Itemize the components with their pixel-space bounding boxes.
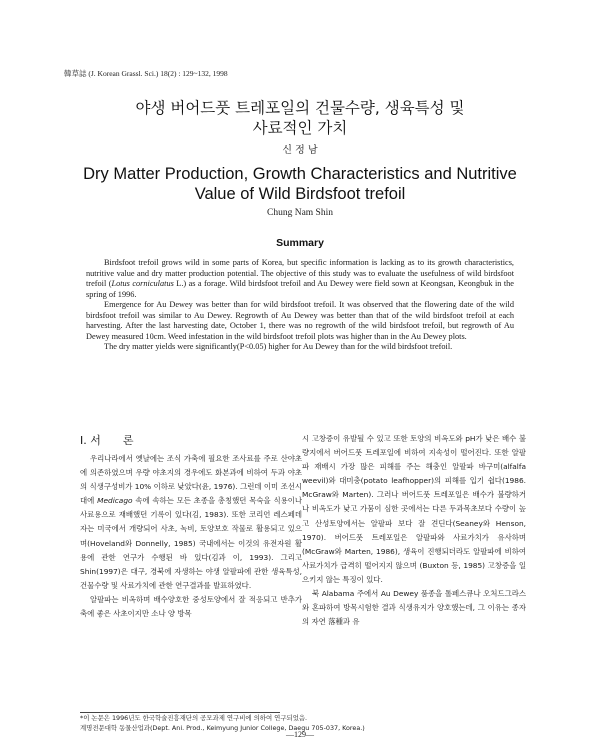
left-paragraph-2: 알팔파는 비옥하며 배수양호한 중성토양에서 잘 적응되고 반추가축에 좋은 사초이지만 소나 양 방목 <box>80 594 302 619</box>
footnote-funding: *이 논문은 1996년도 한국학술진흥재단의 공모과제 연구비에 의하여 연구되었음. <box>80 714 308 722</box>
english-author: Chung Nam Shin <box>267 208 333 218</box>
footnote-divider <box>80 712 280 713</box>
korean-author: 신 정 남 <box>282 145 318 156</box>
left-paragraph-1: 우리나라에서 옛날에는 조식 가축에 필요한 조사료를 주로 산야초에 의존하였으며 우량 야초지의 경우에도 화본과에 비하여 두과 야초의 식생구성비가 10% 이하로 낮았다(윤, 1976). 그런데 이미 조선시대에 Medicago 속에 속하는 모든 초종을 총칭했던 목숙을 식용이나 사료용으로 재배했던 기록이 있다(김, 1983). 또한 코리언 레스페데자는 미국에서 개량되어 사초, 녹비, 토양보호 작물로 활용되고 있으며(Hoveland와 Donnelly, 1985) 국내에서는 이것의 유전자원 활용에 관한 연구가 수행된 바 있다(김과 이, 1993). 그리고 Shin(1997)은 대구, 경북에 자생하는 야생 알팔파에 관한 생육특성, 건물수량 및 사료가치에 관한 연구결과를 발표하였다. <box>80 454 302 590</box>
section-heading-introduction: I. 서 론 <box>80 434 134 447</box>
english-title-line-1: Dry Matter Production, Growth Characteristics and Nutritive <box>83 165 517 183</box>
right-paragraph-2: 북 Alabama 주에서 Au Dewey 품종을 톨페스큐나 오처드그라스와 혼파하여 방목시험한 결과 식생유지가 양호했는데, 그 이유는 종자의 자연 落種과 유 <box>302 589 526 627</box>
journal-citation: 韓草誌 (J. Korean Grassl. Sci.) 18(2) : 129~132, 1998 <box>64 69 228 78</box>
summary-paragraph-1: Birdsfoot trefoil grows wild in some parts of Korea, but specific information is lacking as to its growth characteristics, nutritive value and dry matter production potential. The objective of this study was to evaluate the usefulness of wild birdsfoot trefoil (Lotus corniculatus L.) as a forage. Wild birdsfoot trefoil and Au Dewey were field sown at Keongsan, Keongbuk in the spring of 1996. <box>86 258 514 299</box>
korean-title-line-1: 야생 버어드풋 트레포일의 건물수량, 생육특성 및 <box>135 99 465 117</box>
right-column <box>302 432 526 629</box>
right-paragraph-1: 시 고창증이 유발될 수 있고 또한 토양의 비옥도와 pH가 낮은 배수 불량지에서 버어드풋 트레포일에 비하여 지속성이 떨어진다. 또한 알팔파 재배시 가장 많은 피해를 주는 해충인 알팔파 바구미(alfalfa weevil)와 대미충(potato leafhopper)의 피해를 입기 쉽다(1986. McGraw와 Marten). 그러나 버어드풋 트레포일은 배수가 불량하거나 비옥도가 낮고 가뭄이 심한 곳에서는 다른 두과목초보다 수량이 높고 산성토양에서는 알팔파 보다 잘 견딘다(Seaney와 Henson, 1970). 버어드풋 트레포일은 알팔파와 사료가치가 유사하며 (McGraw와 Marten, 1986), 생육이 진행되더라도 알팔파에 비하여 사료가치가 급격히 떨어지지 않으며 (Buxton 등, 1985) 고창증을 일으키지 않는 특징이 있다. <box>302 434 526 584</box>
page-number: —129— <box>286 730 314 739</box>
korean-title <box>0 98 600 138</box>
left-column <box>80 452 302 621</box>
species-name: Lotus corniculatus <box>111 279 174 288</box>
summary-paragraph-2: Emergence for Au Dewey was better than for wild birdsfoot trefoil. It was observed that the flowering date of the wild birdsfoot trefoil was similar to Au Dewey. Regrowth of Au Dewey was better than that of the wild birdsfoot trefoil at each harvesting. After the last harvesting date, October 1, there was no regrowth of the wild birdsfoot trefoil, but regrowth of Au Dewey measured 10cm. Weed infestation in the wild birdsfoot trefoil plots was higher than in the Au Dewey plots. <box>86 300 514 341</box>
english-title-line-2: Value of Wild Birdsfoot trefoil <box>194 185 406 203</box>
english-title <box>0 164 600 204</box>
genus-name: Medicago <box>97 496 133 506</box>
korean-title-line-2: 사료적인 가치 <box>252 119 348 137</box>
summary-heading: Summary <box>276 237 324 249</box>
summary-paragraph-3: The dry matter yields were significantly(P<0.05) higher for Au Dewey than for the wild birdsfoot trefoil. <box>104 342 453 351</box>
summary-body <box>86 258 514 353</box>
footnote-affiliation: 계명전문대학 동물산업과(Dept. Ani. Prod., Keimyung Junior College, Daegu 705-037, Korea.) <box>80 723 365 732</box>
